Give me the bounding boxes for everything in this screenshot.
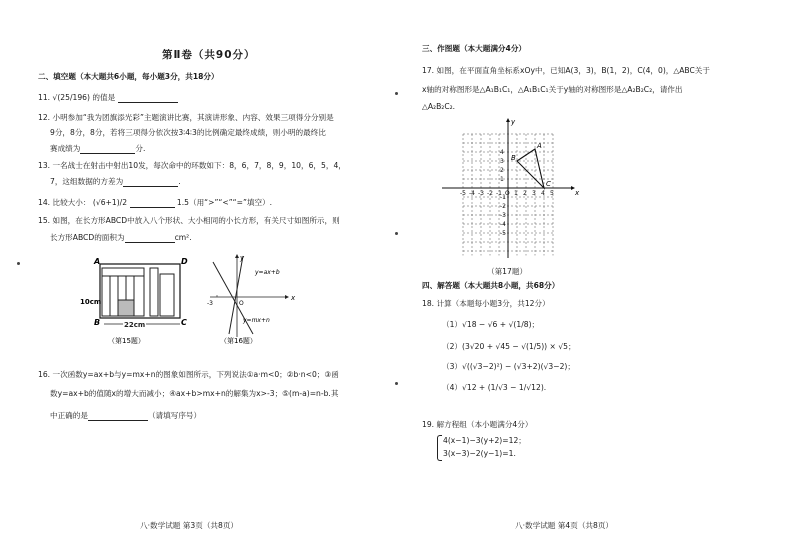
q17-line2: x轴的对称图形是△A₁B₁C₁，△A₁B₁C₁关于y轴的对称图形是△A₂B₂C₂，请作出	[422, 85, 683, 94]
q13-answer-blank[interactable]	[123, 177, 181, 187]
y-tick-label: 3	[500, 158, 504, 165]
section-title: 第Ⅱ卷（共90分）	[162, 49, 256, 61]
label-height: 10cm	[80, 298, 102, 306]
label-b: B	[94, 318, 101, 327]
page-4-footer: 八·数学试题 第4页（共8页）	[515, 521, 614, 530]
y-tick-label: 2	[500, 167, 504, 174]
q11-expression: √(25/196)	[52, 93, 90, 102]
label-d: D	[181, 257, 188, 266]
x-tick-label: -5	[460, 190, 466, 197]
x-tick-label: O	[505, 190, 510, 197]
x-axis-label: x	[575, 189, 580, 197]
page-3-footer: 八·数学试题 第3页（共8页）	[140, 521, 239, 530]
q17-line3: △A₂B₂C₂.	[422, 102, 456, 111]
figure-16	[205, 252, 300, 347]
label-x: x	[291, 294, 296, 302]
q16-line1: 16. 一次函数y=ax+b与y=mx+n的图象如图所示，下列说法①a·m<0；②b·n<0；③函	[38, 370, 339, 379]
q11-text: 的值是	[92, 93, 116, 102]
q12-unit: 分.	[135, 144, 146, 153]
figure-15-caption: （第15题）	[108, 337, 145, 345]
x-tick-label: -4	[469, 190, 475, 197]
x-tick-label: 3	[532, 190, 536, 197]
y-tick-label: -1	[500, 194, 506, 201]
question-19-heading: 19. 解方程组（本小题满分4分）	[422, 420, 533, 429]
y-tick-label: -3	[500, 212, 506, 219]
q13-period: .	[178, 177, 181, 186]
q13-line2	[50, 177, 181, 187]
page-4	[397, 0, 794, 550]
label-mx-n: y=mx+n	[243, 317, 270, 324]
q14-answer-blank[interactable]	[130, 199, 175, 208]
q12-line1: 12. 小明参加“我为团旗添光彩”主题演讲比赛，其演讲形象、内容、效果三项得分分别是	[38, 113, 334, 122]
x-tick-label: -3	[478, 190, 484, 197]
x-tick-label: -1	[496, 190, 502, 197]
y-tick-label: 4	[500, 149, 504, 156]
label-ax-b: y=ax+b	[255, 269, 280, 276]
question-14	[38, 198, 272, 208]
q13-text: 7，这组数据的方差为	[50, 177, 124, 186]
q12-answer-blank[interactable]	[80, 145, 135, 154]
label-width: 22cm	[124, 321, 146, 329]
triangle-abc	[517, 149, 544, 188]
point-c-label: C	[546, 180, 551, 188]
x-tick-label: 2	[523, 190, 527, 197]
question-11	[38, 93, 178, 103]
drawing-section-heading: 三、作图题（本大题满分4分）	[422, 44, 527, 53]
q12-line3	[50, 144, 145, 154]
q16-line3	[50, 411, 201, 421]
label-c: C	[181, 318, 187, 327]
q14-text: 14. 比较大小：	[38, 198, 91, 207]
x-tick-label: -2	[487, 190, 493, 197]
q16-line2: 数y=ax+b的值随x的增大而减小；④ax+b>mx+n的解集为x>-3；⑤(m-a)=n-b.其	[50, 389, 339, 398]
small-rectangles	[102, 268, 174, 316]
x-tick-label: 4	[541, 190, 545, 197]
q15-line2	[50, 233, 192, 243]
q11-number: 11.	[38, 93, 51, 102]
label-y: y	[240, 254, 245, 262]
q18-part4: （4）√12 + (1/√3 − 1/√12).	[442, 383, 547, 392]
figure-17-coordinate-grid	[437, 118, 580, 270]
q14-fraction: (√6+1)/2	[92, 198, 128, 207]
figure-17-caption: （第17题）	[487, 267, 528, 276]
q14-hint: 1.5（用“>”“<”“=”填空）.	[176, 198, 273, 207]
q18-part1: （1）√18 − √6 + √(1/8)；	[442, 320, 540, 329]
fill-in-section-heading: 二、填空题（本大题共6小题，每小题3分，共18分）	[38, 72, 219, 81]
q11-answer-blank[interactable]	[118, 94, 178, 103]
q19-equation-1: 4(x−1)−3(y+2)=12；	[443, 436, 526, 445]
q19-equation-2: 3(x−3)−2(y−1)=1.	[443, 449, 516, 458]
y-tick-label: -2	[500, 203, 506, 210]
q15-unit: cm².	[174, 233, 192, 242]
y-tick-label: -4	[500, 221, 506, 228]
point-a-label: A	[537, 142, 542, 150]
q15-answer-blank[interactable]	[125, 234, 175, 243]
y-axis-label: y	[511, 118, 516, 126]
point-b-label: B	[511, 154, 516, 162]
equation-system-brace	[437, 435, 442, 461]
figure-15	[80, 252, 205, 347]
answer-section-heading: 四、解答题（本大题共8小题，共68分）	[422, 281, 560, 290]
x-tick-label: 1	[514, 190, 518, 197]
q15-line1: 15. 如图，在长方形ABCD中放入八个形状、大小相同的小长方形，有关尺寸如图所示，则	[38, 216, 340, 225]
q13-line1: 13. 一名战士在射击中射出10发，每次命中的环数如下：8，6，7，8，9，10，6，5，4，	[38, 161, 346, 170]
q15-text: 长方形ABCD的面积为	[50, 233, 125, 242]
label-origin: O	[239, 300, 244, 307]
q16-text: 中正确的是	[50, 411, 88, 420]
rectangle-abcd	[100, 264, 180, 318]
q16-hint: （请填写序号）	[147, 411, 202, 420]
q17-line1: 17. 如图，在平面直角坐标系xOy中，已知A(3，3)，B(1，2)，C(4，0)，△ABC关于	[422, 66, 710, 75]
q12-text: 赛成绩为	[50, 144, 81, 153]
figure-16-caption: （第16题）	[220, 337, 257, 345]
label-a: A	[94, 257, 101, 266]
q18-part3: （3）√((√3−2)²) − (√3+2)(√3−2)；	[442, 362, 575, 371]
q16-answer-blank[interactable]	[88, 412, 148, 421]
binding-dot	[17, 262, 20, 265]
x-tick-labels	[460, 190, 554, 197]
label-minus-3: -3	[207, 300, 213, 307]
x-tick-label: 5	[550, 190, 554, 197]
y-tick-label: -5	[500, 230, 506, 237]
q18-part2: （2）(3√20 + √45 − √(1/5)) × √5；	[442, 342, 576, 351]
question-18-heading: 18. 计算（本题每小题3分，共12分）	[422, 299, 550, 308]
y-tick-label: 1	[500, 176, 504, 183]
q12-line2: 9分，8分，8分，若将三项得分依次按3∶4∶3的比例确定最终成绩，则小明的最终比	[50, 128, 326, 137]
